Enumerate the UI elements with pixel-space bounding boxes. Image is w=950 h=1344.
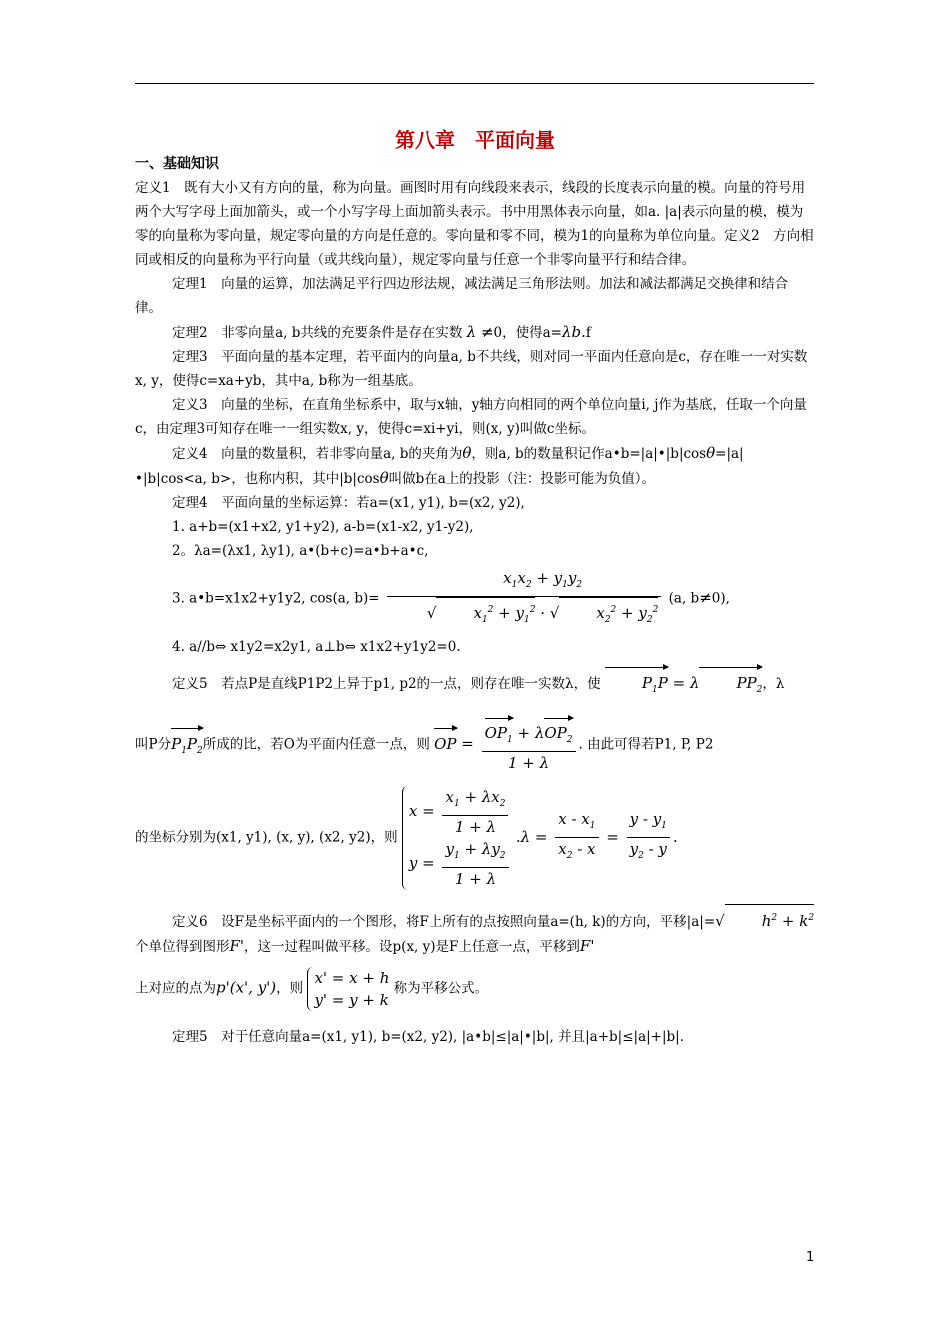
definition-6-cont: 上对应的点为p'(x', y')，则 x' = x + h y' = y + k 称为平移公式。	[135, 969, 489, 1009]
chapter-title: 第八章 平面向量	[395, 128, 555, 152]
theorem-5: 定理5 对于任意向量a=(x1, y1), b=(x2, y2), |a•b|≤|a|•|b|, 并且|a+b|≤|a|+|b|.	[172, 1029, 685, 1045]
op-formula: $\frac{OP_1 + \lambda OP_2}{1 + \lambda}$	[482, 716, 576, 774]
section-heading: 一、基础知识	[135, 156, 219, 172]
theorem-4-item-2: 2。λa=(λx1, λy1), a•(b+c)=a•b+a•c,	[172, 543, 429, 559]
theorem-3: 定理3 平面向量的基本定理，若平面内的向量a, b不共线，则对同一平面内任意向是c，存在唯一一对实数x, y，使得c=xa+yb，其中a, b称为一组基底。	[135, 349, 808, 389]
cos-formula: $\frac{x_1x_2 + y_1y_2}{√ x_1^2 + y_1^2 \cdot √ x_2^2 + y_2^2}$	[387, 567, 661, 631]
definition-3: 定义3 向量的坐标，在直角坐标系中，取与x轴，y轴方向相同的两个单位向量i, j作为基底，任取一个向量c，由定理3可知存在唯一一组实数x, y，使得c=xi+yi，则(x, y)叫做c坐标。	[135, 397, 807, 437]
theorem-4-item-1: 1. a+b=(x1+x2, y1+y2), a-b=(x1-x2, y1-y2),	[172, 519, 474, 535]
definition-1: 定义1 既有大小又有方向的量，称为向量。画图时用有向线段来表示，线段的长度表示向量的模。向量的符号用两个大写字母上面加箭头，或一个小写字母上面加箭头表示。书中用黑体表示向量，如a. |a|表示向量的模，模为零的向量称为零向量，规定零向量的方向是任意的。零向量和零不同，模为1的向量称为单位向量。定义2 方向相同或相反的向量称为平行向量（或共线向量），规定零向量与任意一个非零向量平行和结合律。	[135, 180, 814, 268]
theorem-4: 定理4 平面向量的坐标运算：若a=(x1, y1), b=(x2, y2),	[172, 495, 525, 511]
theorem-4-item-4: 4. a//b⇔ x1y2=x2y1, a⊥b⇔ x1x2+y1y2=0.	[172, 639, 461, 655]
translation-formula: x' = x + h y' = y + k	[307, 967, 389, 1011]
definition-5-coords: 的坐标分别为(x1, y1), (x, y), (x2, y2)，则 x = $\frac{x_1 + \lambda x_2}{1 + \lambda}$ y = $\frac{y_1 + \lambda y_2}{1 + \lambda}$ .λ = $\frac{x - x_1}{x_2 - x}$ = $\frac{y - y_1}{y_2 - y}$ .	[135, 788, 678, 888]
theorem-4-item-3: 3. a•b=x1x2+y1y2, cos(a, b)= $\frac{x_1x_2 + y_1y_2}{√ x_1^2 + y_1^2 \cdot √ x_2^2 + y_2^2}$ (a, b≠0),	[135, 567, 815, 631]
definition-4: 定义4 向量的数量积，若非零向量a, b的夹角为θ，则a, b的数量积记作a•b=|a|•|b|cosθ=|a|•|b|cos<a, b>，也称内积，其中|b|cosθ叫做b在a上的投影（注：投影可能为负值）。	[135, 444, 744, 487]
header-rule	[135, 83, 814, 84]
definition-5-cont: 叫P分$P_1P_2$所成的比，若O为平面内任意一点，则 OP = $\frac{OP_1 + \lambda OP_2}{1 + \lambda}$ . 由此可得若P1, P, P2	[135, 716, 815, 774]
section-formula-system: x = $\frac{x_1 + \lambda x_2}{1 + \lambda}$ y = $\frac{y_1 + \lambda y_2}{1 + \lambda}$	[402, 786, 512, 890]
definition-5: 定义5 若点P是直线P1P2上异于p1, p2的一点，则存在唯一实数λ，使 $P_1P = \lambda$ $PP_2$，λ	[135, 665, 815, 702]
theorem-1: 定理1 向量的运算，加法满足平行四边形法规，减法满足三角形法则。加法和减法都满足交换律和结合律。	[135, 276, 789, 316]
theorem-2: 定理2 非零向量a, b共线的充要条件是存在实数 λ ≠0，使得a=λb.f	[172, 323, 591, 341]
definition-6: 定义6 设F是坐标平面内的一个图形，将F上所有的点按照向量a=(h, k)的方向，平移|a|=√ $h^2 + k^2$个单位得到图形F'，这一过程叫做平移。设p(x, y)是F上任意一点，平移到F'	[135, 904, 815, 959]
page-number: 1	[806, 1250, 815, 1265]
document-body	[135, 152, 815, 1049]
